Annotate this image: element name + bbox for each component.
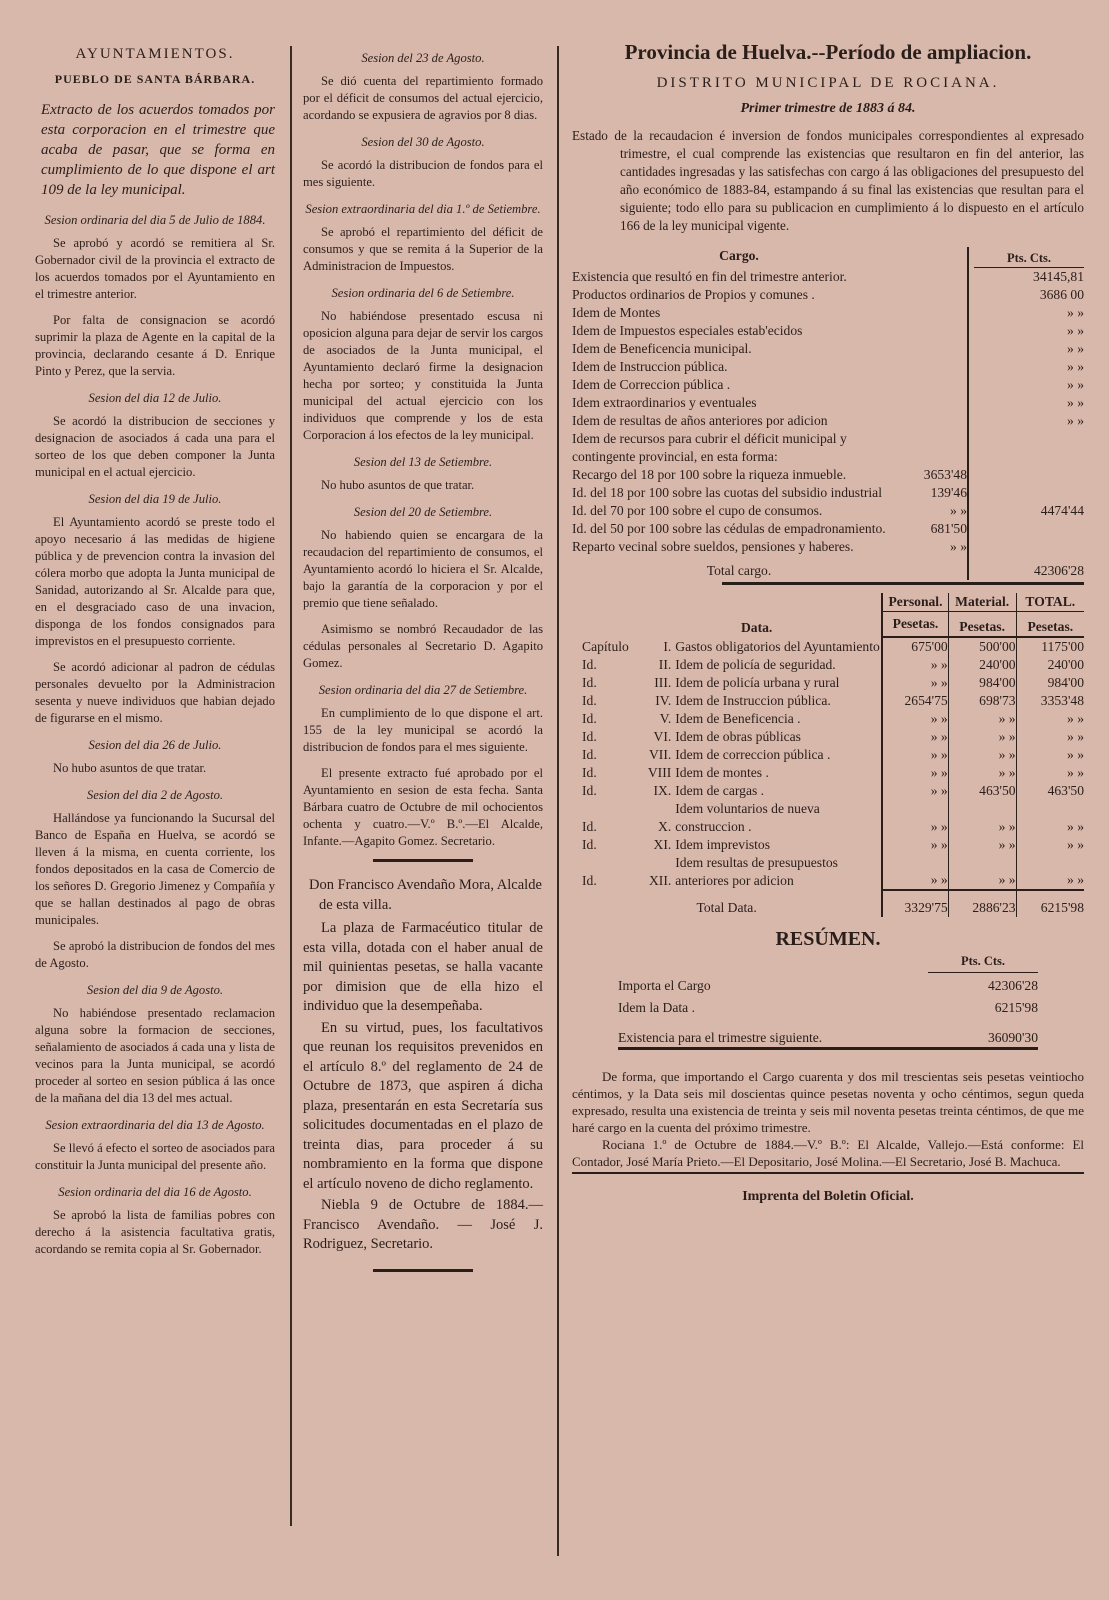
niebla-notice (303, 876, 543, 1255)
cargo-subamount (906, 412, 968, 430)
material-amount: » » (948, 710, 1016, 728)
personal-amount: » » (882, 764, 948, 782)
cargo-subamount: 681'50 (930, 520, 967, 536)
cargo-label: Id. del 18 por 100 sobre las cuotas del subsidio industrial (572, 484, 882, 500)
cargo-amount (974, 430, 1084, 466)
total-amount: 3353'48 (1016, 692, 1084, 710)
notice-body (303, 919, 543, 1255)
cargo-row (572, 267, 1084, 286)
expense-label: Idem de policía de seguridad. (675, 656, 836, 672)
total-amount: 1175'00 (1016, 637, 1084, 656)
cargo-label: Idem de recursos para cubrir el déficit municipal y contingente provincial, en esta forma: (572, 430, 847, 464)
signature-block: Rociana 1.º de Octubre de 1884.—V.º B.º: El Alcalde, Vallejo.—Está conforme: El Contador, José María Prieto.—El Depositario, José Molina.—El Secretario, José B. Machuca. (572, 1136, 1084, 1174)
notice-paragraph: Niebla 9 de Octubre de 1884.—Francisco Avendaño. — José J. Rodriguez, Secretario. (303, 1197, 543, 1252)
expense-label: Idem resultas de presupuestos anteriores por adicion (675, 854, 838, 888)
session-paragraph: Se aprobó la distribucion de fondos del mes de Agosto. (35, 939, 275, 970)
resumen-value: 6215'98 (994, 999, 1038, 1015)
personal-amount: 675'00 (882, 637, 948, 656)
cargo-row (572, 484, 1084, 502)
session-title: Sesion ordinaria del 6 de Setiembre. (331, 286, 515, 300)
cargo-label: Idem de Montes (572, 304, 661, 320)
session-paragraph: No habiéndose presentado escusa ni oposicion alguna para dejar de servir los cargos de asociados de la Junta municipal, el Ayuntamiento declaró firme la designacion hecha por sorteo; y constituida la Junta municipal del actual ejercicio con los individuos que comprende y los de esta Corporacion á los efectos de la ley municipal. (303, 309, 543, 442)
total-amount: » » (1016, 728, 1084, 746)
data-total-material: 2886'23 (948, 890, 1016, 917)
session-list (303, 50, 543, 850)
total-amount: » » (1016, 800, 1084, 836)
chapter-number: VII. (648, 746, 672, 762)
cargo-amount: 34145,81 (1033, 268, 1084, 284)
extract-lead: Extracto de los acuerdos tomados por esta corporacion en el trimestre que acaba de pasar, que se forma en cumplimiento de lo que dispone el art 109 de la ley municipal. (41, 102, 275, 198)
chapter-label: Id. (582, 836, 597, 852)
cargo-subamount (906, 376, 968, 394)
cargo-subamount (906, 340, 968, 358)
chapter-number: XII. (648, 872, 672, 888)
chapter-number: VI. (653, 728, 672, 744)
cargo-amount: 4474'44 (1040, 502, 1084, 518)
chapter-number: III. (654, 674, 672, 690)
notice-opening: Don Francisco Avendaño Mora, Alcalde de esta villa. (309, 877, 542, 913)
session-list (35, 212, 275, 1258)
expense-label: Idem de obras públicas (675, 728, 801, 744)
personal-amount: » » (882, 836, 948, 854)
cargo-row (572, 466, 1084, 484)
chapter-number: XI. (653, 836, 672, 852)
cargo-label: Idem de Correccion pública . (572, 376, 731, 392)
separator-rule (373, 859, 473, 862)
material-amount: 500'00 (948, 637, 1016, 656)
data-row (572, 637, 1084, 656)
data-total-personal: 3329'75 (882, 890, 948, 917)
data-row (572, 782, 1084, 800)
data-row (572, 692, 1084, 710)
material-amount: » » (948, 836, 1016, 854)
expense-label: Idem de montes . (675, 764, 769, 780)
session-paragraph: Se acordó la distribucion de fondos para el mes siguiente. (303, 158, 543, 189)
chapter-label: Id. (582, 728, 597, 744)
cargo-label: Existencia que resultó en fin del trimestre anterior. (572, 268, 847, 284)
column-santa-barbara-cont (303, 40, 543, 1272)
total-amount: » » (1016, 710, 1084, 728)
chapter-label: Id. (582, 710, 597, 726)
column-divider (290, 46, 292, 1526)
total-amount: 984'00 (1016, 674, 1084, 692)
cargo-table (572, 247, 1084, 580)
session-title: Sesion del dia 12 de Julio. (88, 391, 222, 405)
session-title: Sesion del dia 19 de Julio. (88, 492, 222, 506)
balance-value: 36090'30 (928, 1017, 1038, 1049)
chapter-label: Id. (582, 872, 597, 888)
chapter-label: Id. (582, 818, 597, 834)
cargo-amount (974, 466, 1084, 484)
data-row (572, 764, 1084, 782)
material-amount: » » (948, 764, 1016, 782)
cargo-row (572, 322, 1084, 340)
data-row (572, 656, 1084, 674)
column-rociana (572, 40, 1084, 1205)
cargo-label: Reparto vecinal sobre sueldos, pensiones y haberes. (572, 538, 854, 554)
cargo-total-label: Total cargo. (706, 562, 772, 578)
cargo-subamount (906, 430, 968, 466)
data-rows (572, 637, 1084, 890)
session-paragraph: No habiéndose presentado reclamacion alguna sobre la formacion de secciones, señalamiento de asociados á cada una y lista de vecinos para la Junta municipal, se acordó proceder al sorteo en sesion pública á las once de la mañana del dia 13 del mes actual. (35, 1006, 275, 1105)
cargo-amount (974, 538, 1084, 556)
resumen-table (618, 952, 1038, 1050)
resumen-value: 42306'28 (987, 977, 1038, 993)
personal-amount: » » (882, 710, 948, 728)
chapter-number: IV. (655, 692, 672, 708)
cargo-row (572, 430, 1084, 466)
expense-label: Idem de Beneficencia . (675, 710, 801, 726)
session-title: Sesion ordinaria del dia 27 de Setiembre. (318, 683, 528, 697)
session-title: Sesion del dia 26 de Julio. (88, 738, 222, 752)
cargo-row (572, 502, 1084, 520)
imprenta-line: Imprenta del Boletin Oficial. (742, 1188, 914, 1204)
session-paragraph: Por falta de consignacion se acordó suprimir la plaza de Agente en la capital de la provincia, declarando cesante á D. Enrique Pinto y Perez, que la servia. (35, 313, 275, 378)
personal-amount: » » (882, 800, 948, 836)
session-paragraph: Se acordó la distribucion de secciones y designacion de asociados á cada una para el sorteo de los que deben componer la Junta municipal en el actual ejercicio. (35, 414, 275, 479)
expense-label: Idem voluntarios de nueva construccion . (675, 800, 820, 834)
data-row (572, 800, 1084, 836)
resumen-label: Importa el Cargo (618, 977, 711, 993)
col-total: TOTAL. (1016, 593, 1084, 612)
total-amount: » » (1016, 854, 1084, 890)
cargo-subamount (906, 358, 968, 376)
chapter-number: X. (658, 818, 672, 834)
session-title: Sesion ordinaria del dia 5 de Julio de 1884. (44, 213, 266, 227)
data-row (572, 854, 1084, 890)
expense-label: Idem de cargas . (675, 782, 765, 798)
cargo-label: Id. del 70 por 100 sobre el cupo de consumos. (572, 502, 823, 518)
resumen-row (618, 972, 1038, 995)
expense-label: Gastos obligatorios del Ayuntamiento (675, 638, 880, 654)
chapter-label: Id. (582, 782, 597, 798)
column-divider (557, 46, 559, 1556)
session-paragraph: No hubo asuntos de que tratar. (53, 761, 207, 775)
session-title: Sesion del dia 9 de Agosto. (86, 983, 224, 997)
material-amount: 984'00 (948, 674, 1016, 692)
cargo-amount (974, 520, 1084, 538)
total-amount: 240'00 (1016, 656, 1084, 674)
data-row (572, 836, 1084, 854)
closing-paragraph: De forma, que importando el Cargo cuarenta y dos mil trescientas seis pesetas veintiocho céntimos, y la Data seis mil doscientas quince pesetas noventa y ocho céntimos, segun queda expresado, resulta una existencia de treinta y seis mil noventa pesetas treinta céntimos, de que me haré cargo en la cuenta del próximo trimestre. (572, 1068, 1084, 1135)
session-paragraph: Hallándose ya funcionando la Sucursal del Banco de España en Huelva, se acordó se lleven á la misma, en cuenta corriente, los fondos depositados en la casa de Comercio de los señores D. Gregorio Jimenez y Compañía y que se hallan destinados al pago de obras municipales. (35, 811, 275, 927)
session-title: Sesion ordinaria del dia 16 de Agosto. (58, 1185, 252, 1199)
resumen-unit: Pts. Cts. (928, 952, 1038, 973)
cargo-amount: 3686 00 (1039, 286, 1084, 302)
session-paragraph: Se aprobó la lista de familias pobres con derecho á la asistencia facultativa gratis, acordando se remita copia al Sr. Gobernador. (35, 1208, 275, 1256)
resumen-rows (618, 972, 1038, 1017)
session-paragraph: En cumplimiento de lo que dispone el art. 155 de la ley municipal se acordó la distribucion de fondos para el mes siguiente. (303, 706, 543, 754)
col-material: Material. (948, 593, 1016, 612)
expense-label: Idem de Instruccion pública. (675, 692, 831, 708)
cargo-row (572, 412, 1084, 430)
material-amount: 240'00 (948, 656, 1016, 674)
session-title: Sesion del 23 de Agosto. (361, 51, 485, 65)
personal-amount: » » (882, 854, 948, 890)
cargo-row (572, 358, 1084, 376)
session-paragraph: El Ayuntamiento acordó se preste todo el apoyo necesario á las medidas de higiene pública y de prevencion contra la invasion del cólera morbo que adopta la Junta municipal de Sanidad, autorizando al Sr. Alcalde para que, en el desgraciado caso de una invacion, disponga de los fondos consignados para imprevistos en el presupuesto corriente. (35, 515, 275, 648)
session-paragraph: No habiendo quien se encargara de la recaudacion del repartimiento de consumos, el Ayuntamiento acordó lo hiciera el Sr. Alcalde, bajo la garantía de la corporacion y por el premio que tiene señalado. (303, 528, 543, 610)
total-amount: » » (1016, 836, 1084, 854)
cargo-subamount (906, 304, 968, 322)
cargo-row (572, 340, 1084, 358)
chapter-number: V. (659, 710, 672, 726)
cargo-row (572, 394, 1084, 412)
session-paragraph: Se llevó á efecto el sorteo de asociados para constituir la Junta municipal del presente año. (35, 1141, 275, 1172)
rule (722, 582, 1084, 585)
personal-amount: » » (882, 656, 948, 674)
expense-label: Idem de policía urbana y rural (675, 674, 840, 690)
cargo-amount: » » (1067, 340, 1084, 356)
page-title: Provincia de Huelva.--Período de ampliacion. (624, 40, 1032, 64)
town-header: PUEBLO DE SANTA BÁRBARA. (54, 72, 256, 86)
expense-label: Idem imprevistos (675, 836, 771, 852)
chapter-label: Id. (582, 746, 597, 762)
cargo-row (572, 304, 1084, 322)
total-amount: » » (1016, 746, 1084, 764)
session-title: Sesion extraordinaria del dia 1.º de Setiembre. (305, 202, 541, 216)
cargo-subamount: 139'46 (930, 484, 967, 500)
cargo-amount: » » (1067, 322, 1084, 338)
data-row (572, 710, 1084, 728)
data-total-total: 6215'98 (1016, 890, 1084, 917)
personal-amount: » » (882, 746, 948, 764)
cargo-row (572, 538, 1084, 556)
cargo-total-value: 42306'28 (1033, 562, 1084, 578)
personal-amount: » » (882, 728, 948, 746)
session-paragraph: Asimismo se nombró Recaudador de las cédulas personales al Secretario D. Agapito Gomez. (303, 622, 543, 670)
cargo-row (572, 520, 1084, 538)
session-paragraph: No hubo asuntos de que tratar. (321, 478, 475, 492)
personal-amount: 2654'75 (882, 692, 948, 710)
data-total-label: Total Data. (696, 899, 757, 915)
data-heading: Data. (740, 619, 773, 635)
unit-material: Pesetas. (948, 611, 1016, 637)
cargo-label: Id. del 50 por 100 sobre las cédulas de empadronamiento. (572, 520, 886, 536)
session-title: Sesion del 30 de Agosto. (361, 135, 485, 149)
material-amount: » » (948, 854, 1016, 890)
cargo-subamount: 3653'48 (923, 466, 967, 482)
personal-amount: » » (882, 782, 948, 800)
cargo-subamount (906, 267, 968, 286)
resumen-row (618, 995, 1038, 1017)
session-title: Sesion del 13 de Setiembre. (353, 455, 493, 469)
resumen-heading: RESÚMEN. (775, 927, 881, 950)
session-title: Sesion del dia 2 de Agosto. (86, 788, 224, 802)
cargo-amount: » » (1067, 358, 1084, 374)
unit-personal: Pesetas. (882, 611, 948, 637)
chapter-label: Id. (582, 656, 597, 672)
column-santa-barbara (35, 40, 275, 1267)
chapter-label: Id. (582, 674, 597, 690)
cargo-label: Idem de resultas de años anteriores por adicion (572, 412, 828, 428)
chapter-number: VIII (647, 764, 672, 780)
material-amount: 698'73 (948, 692, 1016, 710)
cargo-label: Idem extraordinarios y eventuales (572, 394, 757, 410)
notice-paragraph: La plaza de Farmacéutico titular de esta villa, dotada con el haber anual de mil quinientas pesetas, se halla vacante por dimision que de ella hizo el individuo que la desempeñaba. (303, 920, 543, 1014)
col-personal: Personal. (882, 593, 948, 612)
data-row (572, 728, 1084, 746)
cargo-subamount (906, 286, 968, 304)
total-amount: » » (1016, 764, 1084, 782)
session-title: Sesion extraordinaria del dia 13 de Agosto. (45, 1118, 265, 1132)
expense-label: Idem de correccion pública . (675, 746, 831, 762)
session-paragraph: El presente extracto fué aprobado por el Ayuntamiento en sesion de esta fecha. Santa Bárbara cuatro de Octubre de mil ochocientos ochenta y cuatro.—V.º B.º.—El Alcalde, Infante.—Agapito Gomez. Secretario. (303, 766, 543, 848)
cargo-amount: » » (1067, 376, 1084, 392)
session-paragraph: Se aprobó el repartimiento del déficit de consumos y que se remita á la Superior de la Administracion de Impuestos. (303, 225, 543, 273)
session-paragraph: Se dió cuenta del repartimiento formado por el déficit de consumos del actual ejercicio, acordando se expusiera de agravios por 8 dias. (303, 74, 543, 122)
chapter-number: II. (658, 656, 672, 672)
section-header: AYUNTAMIENTOS. (75, 46, 235, 62)
cargo-label: Idem de Impuestos especiales estab'ecidos (572, 322, 803, 338)
cargo-label: Productos ordinarios de Propios y comunes . (572, 286, 815, 302)
session-title: Sesion del 20 de Setiembre. (353, 505, 493, 519)
data-table (572, 593, 1084, 917)
cargo-subamount (906, 394, 968, 412)
separator-rule (373, 1269, 473, 1272)
chapter-label: Capítulo (582, 638, 629, 654)
material-amount: » » (948, 728, 1016, 746)
cargo-label: Recargo del 18 por 100 sobre la riqueza inmueble. (572, 466, 847, 482)
session-paragraph: Se acordó adicionar al padron de cédulas personales devuelto por la Administracion sesenta y nueve individuos que habian dejado de figurarse en el mismo. (35, 660, 275, 725)
cargo-amount: » » (1067, 412, 1084, 428)
cargo-row (572, 286, 1084, 304)
total-amount: 463'50 (1016, 782, 1084, 800)
data-row (572, 674, 1084, 692)
intro-paragraph: Estado de la recaudacion é inversion de fondos municipales correspondientes al expresado trimestre, el cual comprende las existencias que resultaron en fin del anterior, las cantidades ingresadas y las satisfechas con cargo á las obligaciones del presupuesto del año económico de 1883-84, estampando á su final las existencias que resultan para el siguiente; todo ello para su publicacion en cumplimiento á lo dispuesto en el artículo 166 de la ley municipal vigente. (572, 128, 1084, 233)
cargo-amount: » » (1067, 304, 1084, 320)
session-paragraph: Se aprobó y acordó se remitiera al Sr. Gobernador civil de la provincia el extracto de los acuerdos tomados por el Ayuntamiento en el trimestre anterior. (35, 236, 275, 301)
cargo-amount: » » (1067, 394, 1084, 410)
cargo-subamount: » » (950, 502, 967, 518)
cargo-label: Idem de Instruccion pública. (572, 358, 728, 374)
material-amount: » » (948, 800, 1016, 836)
cargo-subamount: » » (950, 538, 967, 554)
district-title: DISTRITO MUNICIPAL DE ROCIANA. (656, 75, 1000, 91)
resumen-label: Idem la Data . (618, 999, 695, 1015)
chapter-label: Id. (582, 764, 597, 780)
personal-amount: » » (882, 674, 948, 692)
cargo-unit-header: Pts. Cts. (974, 247, 1084, 267)
unit-total: Pesetas. (1016, 611, 1084, 637)
material-amount: » » (948, 746, 1016, 764)
chapter-number: I. (663, 638, 672, 654)
chapter-number: IX. (653, 782, 672, 798)
cargo-label: Idem de Beneficencia municipal. (572, 340, 752, 356)
cargo-rows (572, 267, 1084, 556)
chapter-label: Id. (582, 692, 597, 708)
cargo-heading: Cargo. (719, 248, 759, 263)
data-row (572, 746, 1084, 764)
cargo-amount (974, 484, 1084, 502)
material-amount: 463'50 (948, 782, 1016, 800)
trimester-title: Primer trimestre de 1883 á 84. (740, 101, 916, 116)
notice-paragraph: En su virtud, pues, los facultativos que reunan los requisitos prevenidos en el artículo 8.º del reglamento de 24 de Octubre de 1873, que aspiren á dicha plaza, presentarán en esta Secretaría sus solicitudes documentadas en el plazo de treinta dias, para proceder á su nombramiento en la forma que dispone el artículo noveno de dicho reglamento. (303, 1019, 543, 1192)
balance-label: Existencia para el trimestre siguiente. (618, 1017, 928, 1049)
cargo-subamount (906, 322, 968, 340)
cargo-row (572, 376, 1084, 394)
